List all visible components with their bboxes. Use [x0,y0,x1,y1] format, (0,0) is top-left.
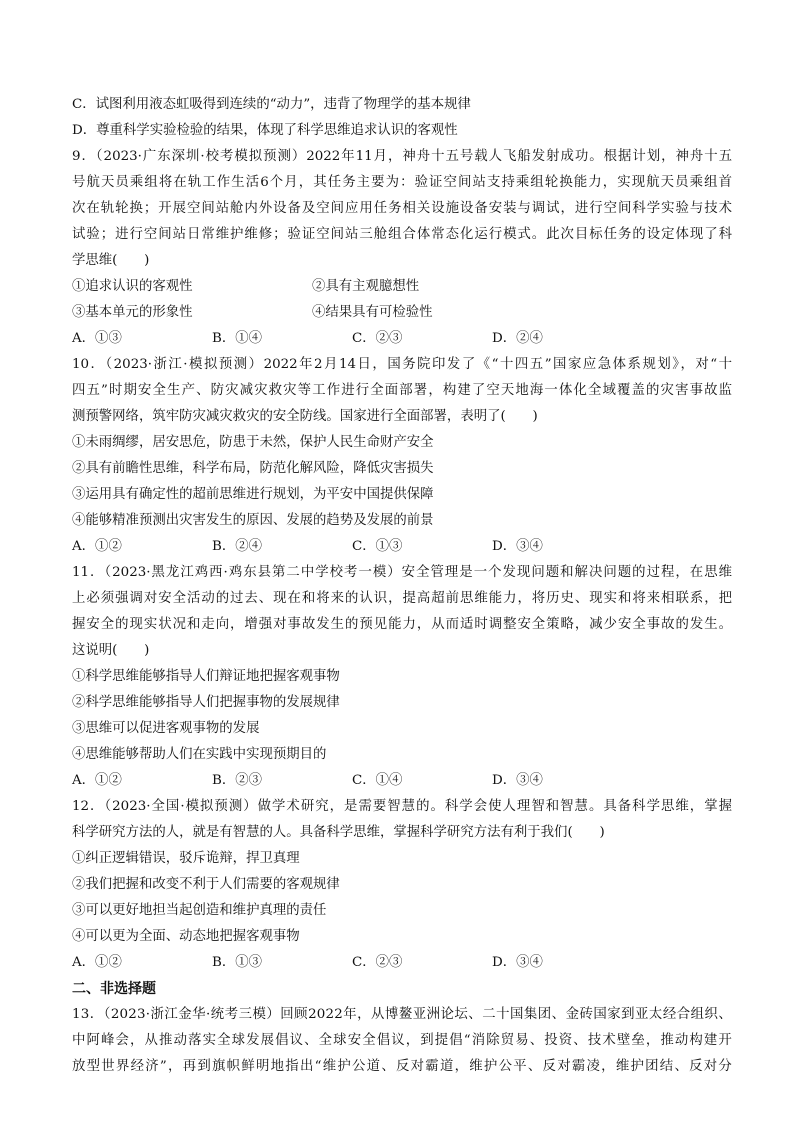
q8-option-d: D．尊重科学实验检验的结果，体现了科学思维追求认识的客观性 [72,123,458,138]
q12-stem-line: 12．（2023·全国·模拟预测）做学术研究，是需要智慧的。科学会使人理智和智慧。具备科学思维，掌握 [72,799,732,814]
q11-item: ①科学思维能够指导人们辩证地把握客观事物 [72,669,340,684]
q10-item: ③运用具有确定性的超前思维进行规划，为平安中国提供保障 [72,487,434,502]
q9-stem-line: 次在轨轮换；开展空间站舱内外设备及空间应用任务相关设施设备安装与调试，进行空间科学实验与技术 [72,201,732,216]
q9-stem-line: 9．（2023·广东深圳·校考模拟预测）2022年11月，神舟十五号载人飞船发射成功。根据计划，神舟十五 [72,149,732,164]
q10-item: ②具有前瞻性思维，科学布局，防范化解风险，降低灾害损失 [72,461,434,476]
q11-stem-line: 握安全的现实状况和走向，增强对事故发生的预见能力，从而适时调整安全策略，减少安全事故的发生。 [72,617,732,632]
q10-item: ①未雨绸缪，居安思危，防患于未然，保护人民生命财产安全 [72,435,434,450]
q9-item: ③基本单元的形象性 [72,305,193,320]
q13-stem-line: 13．（2023·浙江金华·统考三模）回顾2022年，从博鳌亚洲论坛、二十国集团、金砖国家到亚太经合组织、 [72,1007,732,1022]
q11-item: ③思维可以促进客观事物的发展 [72,721,260,736]
q12-item: ④可以更为全面、动态地把握客观事物 [72,929,300,944]
q10-stem-line: 四五”时期安全生产、防灾减灾救灾等工作进行全面部署，构建了空天地海一体化全域覆盖的灾害事故监 [72,383,732,398]
q10-item: ④能够精准预测出灾害发生的原因、发展的趋势及发展的前景 [72,513,434,528]
q9-item: ②具有主观臆想性 [312,279,420,294]
section-heading: 二、非选择题 [72,981,156,997]
q12-item: ③可以更好地担当起创造和维护真理的责任 [72,903,327,918]
q13-stem-line: 放型世界经济”，再到旗帜鲜明地指出“维护公道、反对霸道，维护公平、反对霸凌，维护团结、反对分 [72,1059,732,1074]
q11-stem-line: 11．（2023·黑龙江鸡西·鸡东县第二中学校考一模）安全管理是一个发现问题和解决问题的过程，在思维 [72,565,732,580]
q11-choice-c: C．①④ [352,773,403,788]
q9-choice-c: C．②③ [352,331,403,346]
q9-choice-a: A．①③ [72,331,122,346]
q10-choice-c: C．①③ [352,539,403,554]
q11-choice-a: A．①② [72,773,122,788]
q12-item: ②我们把握和改变不利于人们需要的客观规律 [72,877,340,892]
q9-choice-b: B．①④ [212,331,263,346]
q8-option-c: C．试图利用液态虹吸得到连续的“动力”，违背了物理学的基本规律 [72,97,471,112]
q12-choice-d: D．③④ [492,955,543,970]
q10-choice-b: B．②④ [212,539,263,554]
q13-stem-line: 中阿峰会，从推动落实全球发展倡议、全球安全倡议，到提倡“消除贸易、投资、技术壁垒，推动构建开 [72,1033,732,1048]
q10-stem-line: 10．（2023·浙江·模拟预测）2022年2月14日，国务院印发了《“十四五”国家应急体系规划》，对“十 [72,357,732,372]
q11-choice-b: B．②③ [212,773,263,788]
q12-choice-b: B．①③ [212,955,263,970]
q11-stem-line: 这说明( ) [72,643,150,658]
q12-choice-c: C．②③ [352,955,403,970]
q11-item: ②科学思维能够指导人们把握事物的发展规律 [72,695,340,710]
q9-stem-line: 学思维( ) [72,253,150,268]
q10-choice-a: A．①② [72,539,122,554]
q12-choice-a: A．①② [72,955,122,970]
q12-item: ①纠正逻辑错误，驳斥诡辩，捍卫真理 [72,851,300,866]
q9-choice-d: D．②④ [492,331,543,346]
q9-item: ①追求认识的客观性 [72,279,193,294]
q9-stem-line: 号航天员乘组将在轨工作生活6个月，其任务主要为：验证空间站支持乘组轮换能力，实现航天员乘组首 [72,175,732,190]
q10-choice-d: D．③④ [492,539,543,554]
q11-choice-d: D．③④ [492,773,543,788]
q9-stem-line: 试验；进行空间站日常维护维修；验证空间站三舱组合体常态化运行模式。此次目标任务的设定体现了科 [72,227,732,242]
q10-stem-line: 测预警网络，筑牢防灾减灾救灾的安全防线。国家进行全面部署，表明了( ) [72,409,538,424]
q9-item: ④结果具有可检验性 [312,305,433,320]
q11-stem-line: 上必须强调对安全活动的过去、现在和将来的认识，提高超前思维能力，将历史、现实和将来相联系，把 [72,591,732,606]
q11-item: ④思维能够帮助人们在实践中实现预期目的 [72,747,327,762]
q12-stem-line: 科学研究方法的人，就是有智慧的人。具备科学思维，掌握科学研究方法有利于我们( ) [72,825,605,840]
